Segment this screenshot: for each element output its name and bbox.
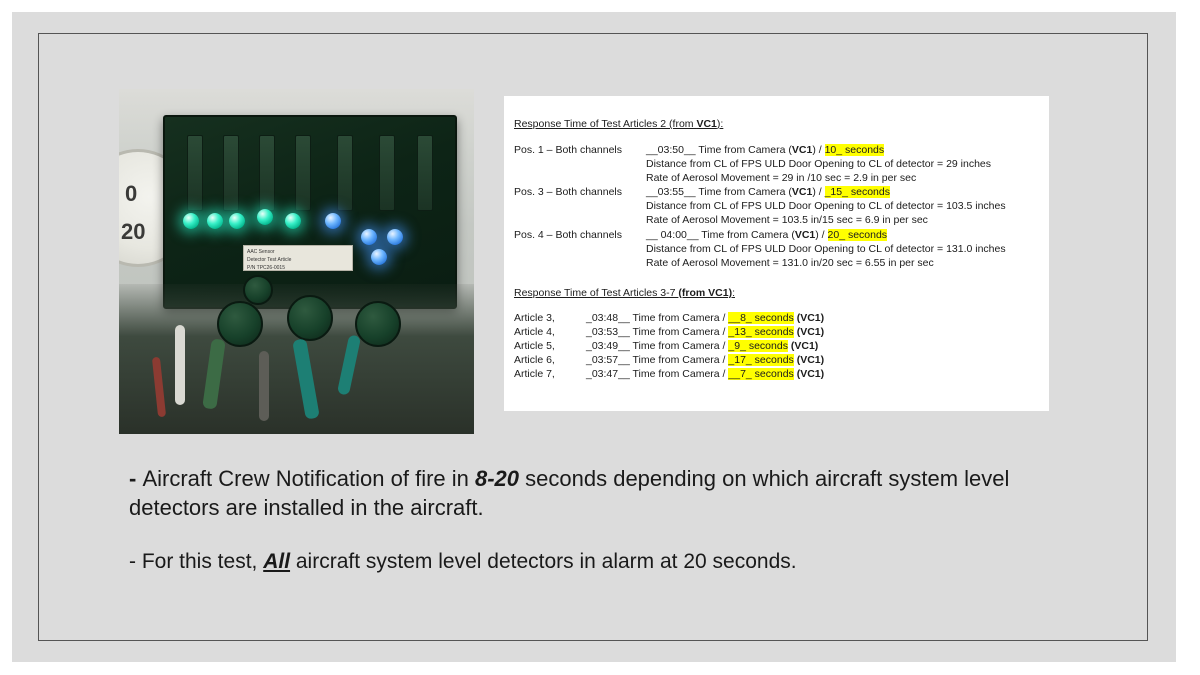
article-value <box>586 312 1039 326</box>
article-seconds-highlight: _17_ seconds <box>728 354 794 367</box>
entry-time-sep: ) / <box>812 186 825 199</box>
detector-panel <box>163 115 457 309</box>
article-label: Article 6, <box>514 354 555 367</box>
article-value <box>586 368 1039 382</box>
article-camera-id: (VC1) <box>796 312 825 325</box>
entry-rate: Rate of Aerosol Movement = 103.5 in/15 sec = 6.9 in per sec <box>646 214 928 227</box>
report-section-1-title <box>514 118 1039 132</box>
entry-time <box>646 144 1039 158</box>
entry-time-prefix: __03:55__ Time from Camera ( <box>646 186 792 199</box>
gauge-digit-20: 20 <box>121 219 146 244</box>
status-led-blue <box>387 229 403 245</box>
article-label: Article 5, <box>514 340 555 353</box>
entry-seconds-highlight: 20_ seconds <box>827 229 888 242</box>
article-value <box>586 354 1039 368</box>
entry-camera-id: VC1 <box>791 143 813 156</box>
section1-title-bold: VC1 <box>696 118 717 130</box>
bullet-test-result <box>129 548 1029 576</box>
article-row <box>514 326 1039 340</box>
status-led-green <box>257 209 273 225</box>
article-seconds-highlight: _9_ seconds <box>728 340 788 353</box>
connector-knob-small <box>243 275 273 305</box>
panel-slot <box>379 135 395 211</box>
entry-rate: Rate of Aerosol Movement = 131.0 in/20 sec = 6.55 in per sec <box>646 256 934 269</box>
panel-label-line-3: P/N TPC26-0015 <box>247 265 285 271</box>
report-entry <box>514 229 1039 271</box>
article-row <box>514 312 1039 326</box>
entry-time-prefix: __03:50__ Time from Camera ( <box>646 143 792 156</box>
article-time-prefix: _03:57__ Time from Camera / <box>586 354 729 367</box>
report-entry <box>514 144 1039 186</box>
entry-distance: Distance from CL of FPS ULD Door Opening to CL of detector = 29 inches <box>646 157 992 170</box>
article-time-prefix: _03:47__ Time from Camera / <box>586 367 729 380</box>
article-time-prefix: _03:49__ Time from Camera / <box>586 340 729 353</box>
bullet1-text-part1: Aircraft Crew Notification of fire in <box>142 466 475 491</box>
entry-time <box>646 186 1039 200</box>
panel-slot <box>337 135 353 211</box>
status-led-blue <box>325 213 341 229</box>
bullet2-text-part2: aircraft system level detectors in alarm at 20 seconds. <box>290 550 797 574</box>
entry-seconds-highlight: _15_ seconds <box>824 186 890 199</box>
entry-label: Pos. 1 – Both channels <box>514 143 622 156</box>
article-row <box>514 340 1039 354</box>
summary-bullets <box>129 464 1029 576</box>
article-time-prefix: _03:53__ Time from Camera / <box>586 326 729 339</box>
connector-knob <box>287 295 333 341</box>
article-label: Article 4, <box>514 326 555 339</box>
article-seconds-highlight: __8_ seconds <box>728 312 794 325</box>
entry-distance: Distance from CL of FPS ULD Door Opening to CL of detector = 131.0 inches <box>646 242 1006 255</box>
response-time-report <box>504 96 1049 411</box>
status-led-green <box>285 213 301 229</box>
article-camera-id: (VC1) <box>796 354 825 367</box>
status-led-green <box>229 213 245 229</box>
bullet2-emphasis: All <box>263 550 291 574</box>
panel-slot <box>259 135 275 211</box>
article-seconds-highlight: _13_ seconds <box>728 326 794 339</box>
status-led-blue <box>361 229 377 245</box>
panel-label-tag <box>243 245 353 271</box>
panel-label-line-2: Detector Test Article <box>247 257 292 263</box>
panel-slot <box>223 135 239 211</box>
entry-time-sep: ) / <box>815 229 828 242</box>
bullet1-emphasis: 8-20 <box>475 466 520 491</box>
entry-time-sep: ) / <box>812 143 825 156</box>
bullet1-text-part2: seconds depending on which aircraft system level detectors are installed in the aircraft. <box>129 466 1010 521</box>
entry-label: Pos. 4 – Both channels <box>514 229 622 242</box>
entry-rate: Rate of Aerosol Movement = 29 in /10 sec = 2.9 in per sec <box>646 171 917 184</box>
article-label: Article 3, <box>514 312 555 325</box>
connector-knob <box>355 301 401 347</box>
article-row <box>514 368 1039 382</box>
bullet1-lead: - <box>129 466 143 491</box>
article-time-prefix: _03:48__ Time from Camera / <box>586 312 729 325</box>
status-led-green <box>183 213 199 229</box>
entry-camera-id: VC1 <box>794 229 816 242</box>
report-section-2-title <box>514 287 1039 301</box>
entry-time-prefix: __ 04:00__ Time from Camera ( <box>646 229 795 242</box>
panel-slot <box>295 135 311 211</box>
slide-background <box>12 12 1176 662</box>
section2-title-suffix: : <box>732 286 735 299</box>
entry-camera-id: VC1 <box>791 186 813 199</box>
panel-slot <box>187 135 203 211</box>
section2-title-bold: (from VC1) <box>678 286 733 299</box>
gauge-digit-0: 0 <box>125 181 138 206</box>
cable <box>259 351 269 421</box>
entry-time <box>646 229 1039 243</box>
entry-label: Pos. 3 – Both channels <box>514 186 622 199</box>
article-camera-id: (VC1) <box>790 340 819 353</box>
slide-frame <box>38 33 1148 641</box>
article-label: Article 7, <box>514 367 555 380</box>
panel-slot <box>417 135 433 211</box>
section2-title-prefix: Response Time of Test Articles 3-7 <box>514 286 679 299</box>
report-entry <box>514 186 1039 228</box>
status-led-blue <box>371 249 387 265</box>
fire-detection-panel-photo <box>119 89 474 434</box>
section1-title-prefix: Response Time of Test Articles 2 (from <box>514 118 697 130</box>
panel-label-line-1: AAC Sensor <box>247 249 275 255</box>
article-value <box>586 326 1039 340</box>
section1-title-suffix: ): <box>716 118 724 130</box>
bullet2-text-part1: - For this test, <box>129 550 264 574</box>
article-row <box>514 354 1039 368</box>
bullet-crew-notification <box>129 464 1029 522</box>
article-camera-id: (VC1) <box>796 367 825 380</box>
connector-knob <box>217 301 263 347</box>
cable <box>175 325 185 405</box>
article-value <box>586 340 1039 354</box>
article-camera-id: (VC1) <box>796 326 825 339</box>
entry-distance: Distance from CL of FPS ULD Door Opening to CL of detector = 103.5 inches <box>646 200 1006 213</box>
entry-seconds-highlight: 10_ seconds <box>824 143 885 156</box>
article-seconds-highlight: __7_ seconds <box>728 367 794 380</box>
status-led-green <box>207 213 223 229</box>
